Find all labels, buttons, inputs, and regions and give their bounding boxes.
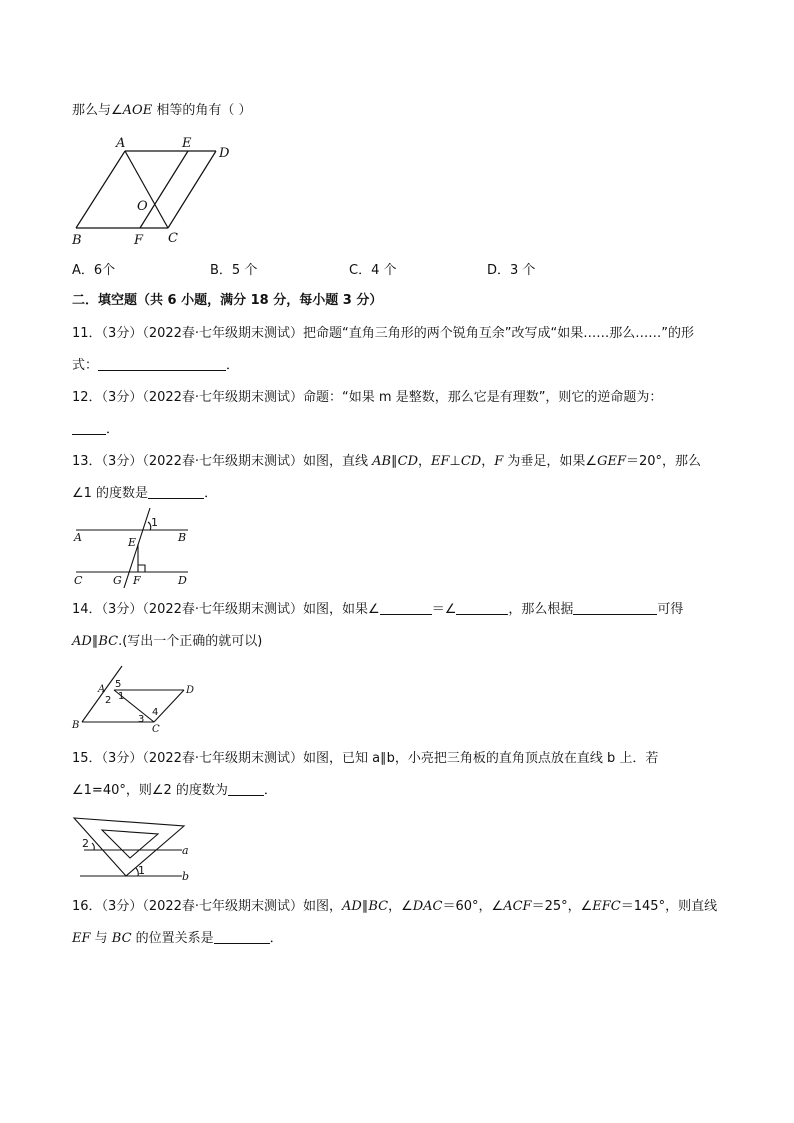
perp-symbol: ⊥: [449, 454, 461, 469]
q12-suffix: ．: [106, 422, 120, 437]
q10-label-B: B: [72, 233, 82, 248]
q15-label-a: a: [182, 844, 189, 857]
q13-text: 为垂足，如果∠: [503, 454, 598, 469]
q10-stem-post: 相等的角有（ ）: [152, 103, 252, 118]
q16-text: ＝60°，∠: [442, 899, 504, 914]
q16-var-efc: EFC: [592, 899, 621, 914]
q15-suffix: ．: [263, 783, 277, 798]
q13-right-angle-mark: [138, 565, 145, 572]
q10-label-C: C: [168, 231, 178, 246]
section-title: 二．填空题（共 6 小题，满分 18 分，每小题 3 分）: [72, 293, 383, 308]
q15-line2: [72, 781, 277, 801]
q10-seg-EF: [140, 151, 188, 228]
parallel-symbol: ∥: [91, 634, 99, 649]
q14-label-1: 1: [118, 691, 125, 702]
q13-line1: [72, 452, 701, 472]
q16-var-dac: DAC: [412, 899, 443, 914]
q14-label-B: B: [72, 720, 80, 731]
q13-label-A: A: [74, 531, 82, 544]
q16-var-acf: ACF: [503, 899, 532, 914]
q10-label-E: E: [182, 136, 192, 151]
q13-text: ＝20°，那么: [625, 454, 702, 469]
q13-var-ef: EF: [431, 454, 450, 469]
q14-label-2: 2: [105, 695, 112, 706]
q10-stem-pre: 那么与∠: [72, 103, 123, 118]
q14-text: ，那么根据: [508, 602, 574, 617]
q16-line2: [72, 929, 283, 949]
option-text: 3 个: [510, 263, 536, 278]
option-text: 5 个: [231, 263, 258, 278]
q14-line1: [72, 600, 683, 620]
q14-label-C: C: [152, 724, 160, 734]
q16-var-ef: EF: [72, 931, 91, 946]
q13-label-C: C: [74, 574, 83, 587]
q13-label-G: G: [113, 574, 122, 587]
q10-label-A: A: [116, 136, 126, 151]
q14-seg-DC: [154, 690, 184, 722]
q16-text: ，∠: [388, 899, 413, 914]
q16-text: 与: [90, 931, 112, 946]
q13-text: 13．（3分）（2022春·七年级期末测试）如图，直线: [72, 454, 373, 469]
q13-answer-blank[interactable]: [148, 484, 204, 499]
q13-text: ，: [418, 454, 432, 469]
q10-label-O: O: [137, 199, 148, 214]
option-text: 4 个: [371, 263, 397, 278]
q13-var-gef: GEF: [597, 454, 626, 469]
q16-answer-blank[interactable]: [214, 929, 270, 944]
parallel-symbol: ∥: [361, 899, 369, 914]
q14-angle1-blank[interactable]: [380, 600, 432, 615]
q14-note: .(写出一个正确的就可以): [118, 634, 263, 649]
q10-option-b[interactable]: [210, 261, 257, 281]
q10-seg-DC: [168, 151, 216, 228]
q13-text: ，: [481, 454, 495, 469]
q10-label-D: D: [219, 146, 230, 161]
q11-answer-blank[interactable]: [98, 356, 226, 371]
q13-line2: [72, 484, 217, 504]
q16-var-ad: AD: [342, 899, 362, 914]
option-letter: A．: [72, 263, 94, 278]
q13-label-D: D: [178, 574, 187, 587]
q13-label-E: E: [128, 536, 137, 549]
q15-answer-blank[interactable]: [228, 781, 264, 796]
q13-label-B: B: [178, 531, 187, 544]
q10-seg-AB: [76, 151, 125, 228]
q10-label-F: F: [134, 233, 144, 248]
q10-option-a[interactable]: [72, 261, 115, 281]
q14-figure: [68, 662, 208, 734]
q12-answer-blank[interactable]: [72, 420, 106, 435]
q14-text: 14．（3分）（2022春·七年级期末测试）如图，如果∠: [72, 602, 380, 617]
q13-var-f: F: [494, 454, 504, 469]
q16-text: ＝145°，则直线: [620, 899, 718, 914]
q10-option-c[interactable]: [349, 261, 396, 281]
q13-var-cd: CD: [397, 454, 418, 469]
q14-label-A: A: [98, 684, 106, 695]
option-text: 6个: [93, 263, 116, 278]
q14-text: 可得: [657, 602, 684, 617]
q11-suffix: ．: [226, 358, 240, 373]
q14-label-3: 3: [138, 714, 145, 725]
q16-text: 的位置关系是: [131, 931, 214, 946]
q12-line2: [72, 420, 119, 440]
q12-line1: 12．（3分）（2022春·七年级期末测试）命题：“如果 m 是整数，那么它是有理数”，则它的逆命题为：: [72, 390, 663, 405]
q10-stem: [72, 101, 251, 121]
q14-label-4: 4: [152, 707, 159, 718]
q13-var-ab: AB: [372, 454, 392, 469]
q16-text: ＝25°，∠: [531, 899, 593, 914]
q14-var-bc: BC: [98, 634, 119, 649]
q13-figure: [70, 506, 200, 590]
option-letter: B．: [210, 263, 232, 278]
q15-line1: 15．（3分）（2022春·七年级期末测试）如图，已知 a∥b，小亮把三角板的直角顶点放在直线 b 上．若: [72, 751, 659, 766]
parallel-symbol: ∥: [391, 454, 398, 469]
q13-label-1: 1: [151, 516, 158, 529]
q15-label-1: 1: [138, 864, 145, 877]
q15-label-b: b: [182, 870, 190, 883]
q14-reason-blank[interactable]: [573, 600, 657, 615]
q14-label-D: D: [186, 685, 195, 696]
option-letter: C．: [349, 263, 372, 278]
q16-line1: [72, 897, 717, 917]
q13-var-cd: CD: [460, 454, 482, 469]
q14-var-ad: AD: [72, 634, 92, 649]
q11-prefix: 式：: [72, 358, 99, 373]
q15-angle2-arc: [92, 843, 94, 850]
option-letter: D．: [487, 263, 511, 278]
q16-text: 16．（3分）（2022春·七年级期末测试）如图，: [72, 899, 343, 914]
q14-angle2-blank[interactable]: [456, 600, 508, 615]
q15-label-2: 2: [82, 837, 89, 850]
q11-line1: 11．（3分）（2022春·七年级期末测试）把命题“直角三角形的两个锐角互余”改写成“如果……那么……”的形: [72, 326, 694, 341]
q10-angle-var: AOE: [122, 103, 153, 118]
q16-suffix: ．: [269, 931, 283, 946]
q10-option-d[interactable]: [487, 261, 535, 281]
q13-suffix: ．: [204, 486, 218, 501]
q14-text: ＝∠: [431, 602, 457, 617]
q14-label-5: 5: [115, 679, 122, 690]
q15-triangle-outer: [74, 818, 184, 876]
q16-var-bc: BC: [368, 899, 389, 914]
q13-text: ∠1 的度数是: [72, 486, 149, 501]
q13-label-F: F: [133, 574, 141, 587]
q16-var-bc: BC: [111, 931, 132, 946]
q15-text: ∠1=40°，则∠2 的度数为: [72, 783, 228, 798]
q11-line2: [72, 356, 239, 376]
q15-figure: [70, 812, 200, 884]
q15-triangle-inner: [102, 830, 158, 858]
q10-figure: [66, 130, 236, 250]
q14-line2: [72, 632, 262, 652]
